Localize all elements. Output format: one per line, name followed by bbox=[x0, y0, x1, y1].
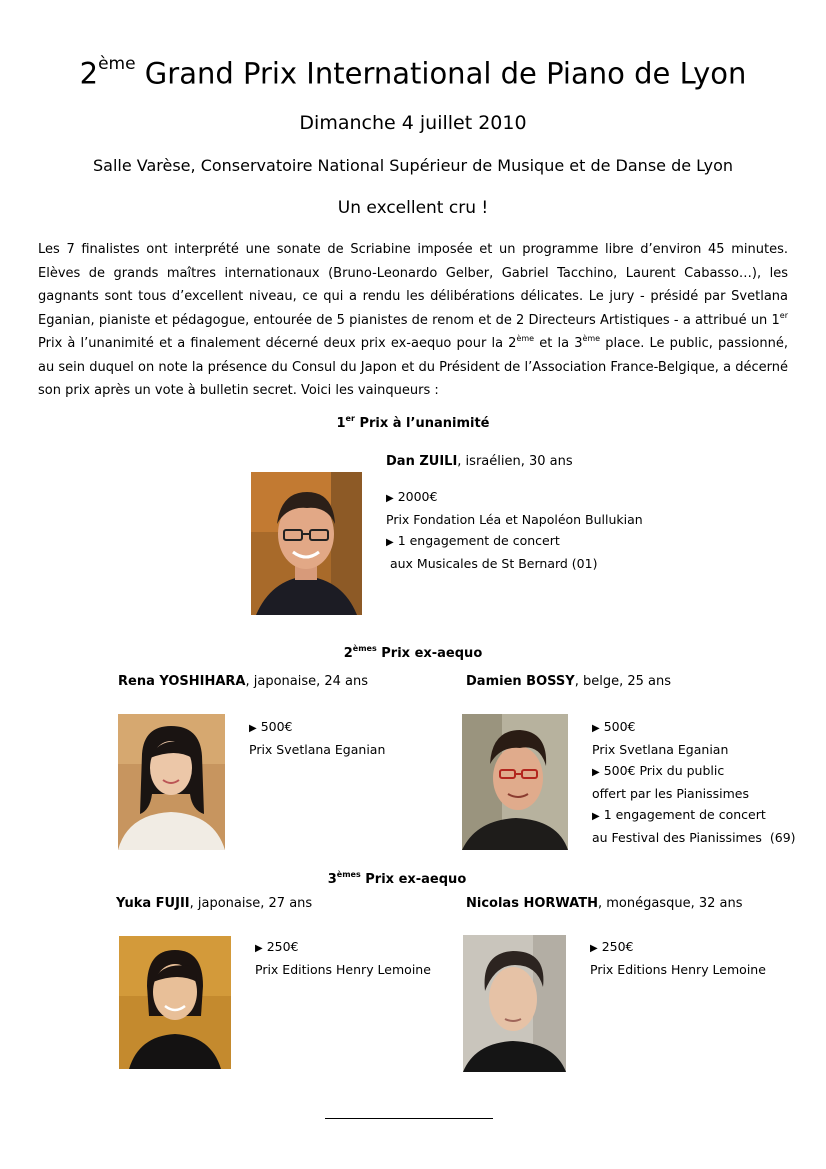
heading-sup: èmes bbox=[336, 870, 361, 879]
intro-text-4: place. Le public, passionné, au sein duquel on note la présence du Consul du Japon et du Président de l’Association France-Belgique, a décerné son prix après un vote à bulletin secret. Voici les vainqueurs : bbox=[38, 336, 788, 398]
winner-detail: , japonaise, 27 ans bbox=[189, 896, 313, 911]
title-number: 2 bbox=[79, 56, 99, 91]
intro-text-3: et la 3 bbox=[534, 336, 583, 351]
play-triangle-icon: ▶ bbox=[386, 493, 394, 504]
third-prize-heading bbox=[0, 872, 810, 887]
title-text: Grand Prix International de Piano de Lyon bbox=[135, 56, 747, 91]
prize-amount: 500€ bbox=[603, 719, 636, 734]
prize-line bbox=[386, 486, 643, 509]
winner-name: Yuka FUJII bbox=[116, 896, 190, 911]
second-prize-heading bbox=[0, 646, 826, 661]
play-triangle-icon: ▶ bbox=[386, 537, 394, 548]
play-triangle-icon: ▶ bbox=[590, 943, 598, 954]
winner-name-line bbox=[116, 896, 312, 911]
play-triangle-icon: ▶ bbox=[592, 811, 600, 822]
prize-line: aux Musicales de St Bernard (01) bbox=[386, 556, 598, 571]
heading-number: 3 bbox=[327, 872, 337, 887]
prize-line: Prix Fondation Léa et Napoléon Bullukian bbox=[386, 512, 643, 527]
winner-name: Rena YOSHIHARA bbox=[118, 674, 246, 689]
play-triangle-icon: ▶ bbox=[592, 723, 600, 734]
prize-line bbox=[592, 760, 796, 783]
second-prize-b-details bbox=[592, 716, 796, 848]
heading-number: 2 bbox=[343, 646, 353, 661]
prize-line bbox=[592, 716, 796, 739]
intro-sup-1: er bbox=[779, 310, 788, 320]
intro-paragraph bbox=[38, 238, 788, 403]
prize-amount: 2000€ bbox=[397, 489, 438, 504]
intro-sup-2: ème bbox=[516, 334, 535, 343]
third-prize-a-details bbox=[255, 936, 431, 980]
prize-line: au Festival des Pianissimes (69) bbox=[592, 830, 796, 845]
heading-sup: er bbox=[345, 414, 355, 423]
first-prize-heading bbox=[0, 416, 826, 431]
prize-line bbox=[386, 530, 643, 553]
winner-detail: , belge, 25 ans bbox=[574, 674, 671, 689]
photo-yuka-fujii bbox=[119, 936, 231, 1069]
prize-line bbox=[592, 804, 796, 827]
intro-sup-3: ème bbox=[582, 334, 601, 343]
prize-amount: 500€ bbox=[260, 719, 293, 734]
heading-text: Prix ex-aequo bbox=[360, 872, 467, 887]
prize-line bbox=[255, 936, 431, 959]
closing-rule bbox=[325, 1118, 493, 1119]
play-triangle-icon: ▶ bbox=[249, 723, 257, 734]
heading-text: Prix à l’unanimité bbox=[354, 416, 490, 431]
intro-text-2: Prix à l’unanimité et a finalement décerné deux prix ex-aequo pour la 2 bbox=[38, 336, 517, 351]
prize-line: Prix Svetlana Eganian bbox=[592, 742, 729, 757]
title-superscript: ème bbox=[98, 54, 136, 74]
prize-line: Prix Svetlana Eganian bbox=[249, 742, 386, 757]
photo-damien-bossy bbox=[462, 714, 568, 850]
winner-detail: , japonaise, 24 ans bbox=[245, 674, 369, 689]
winner-name-line bbox=[466, 896, 743, 911]
winner-name: Nicolas HORWATH bbox=[466, 896, 598, 911]
prize-text: 1 engagement de concert bbox=[397, 533, 560, 548]
winner-detail: , monégasque, 32 ans bbox=[597, 896, 743, 911]
winner-detail: , israélien, 30 ans bbox=[457, 454, 573, 469]
event-venue: Salle Varèse, Conservatoire National Supérieur de Musique et de Danse de Lyon bbox=[92, 156, 734, 175]
heading-text: Prix ex-aequo bbox=[376, 646, 483, 661]
prize-amount: 250€ bbox=[601, 939, 634, 954]
intro-text-1: Les 7 finalistes ont interprété une sonate de Scriabine imposée et un programme libre d’environ 45 minutes. Elèves de grands maîtres internationaux (Bruno-Leonardo Gelber, Gabriel Tacchino, Laurent Cabasso…), les gagnants sont tous d’excellent niveau, ce qui a rendu les délibérations délicates. Le jury - présidé par Svetlana Eganian, pianiste et pédagogue, entourée de 5 pianistes de renom et de 2 Directeurs Artistiques - a attribué un 1 bbox=[38, 242, 788, 328]
winner-name-line bbox=[466, 674, 671, 689]
page-title bbox=[0, 48, 826, 94]
winner-name: Dan ZUILI bbox=[386, 454, 458, 469]
prize-text: 500€ Prix du public bbox=[603, 763, 725, 778]
heading-number: 1 bbox=[336, 416, 346, 431]
photo-dan-zuili bbox=[251, 472, 362, 615]
first-prize-details bbox=[386, 486, 643, 574]
prize-line: Prix Editions Henry Lemoine bbox=[590, 962, 766, 977]
play-triangle-icon: ▶ bbox=[592, 767, 600, 778]
event-date: Dimanche 4 juillet 2010 bbox=[299, 112, 527, 134]
play-triangle-icon: ▶ bbox=[255, 943, 263, 954]
second-prize-a-details bbox=[249, 716, 385, 760]
prize-line bbox=[590, 936, 766, 959]
third-prize-b-details bbox=[590, 936, 766, 980]
prize-text: 1 engagement de concert bbox=[603, 807, 766, 822]
winner-name: Damien BOSSY bbox=[466, 674, 575, 689]
photo-nicolas-horwath bbox=[463, 935, 566, 1072]
prize-line bbox=[249, 716, 385, 739]
winner-name-line bbox=[118, 674, 368, 689]
prize-line: Prix Editions Henry Lemoine bbox=[255, 962, 431, 977]
prize-line: offert par les Pianissimes bbox=[592, 786, 749, 801]
winner-name-line bbox=[386, 454, 573, 469]
heading-sup: èmes bbox=[352, 644, 377, 653]
prize-amount: 250€ bbox=[266, 939, 299, 954]
photo-rena-yoshihara bbox=[118, 714, 225, 850]
tagline: Un excellent cru ! bbox=[337, 198, 489, 218]
